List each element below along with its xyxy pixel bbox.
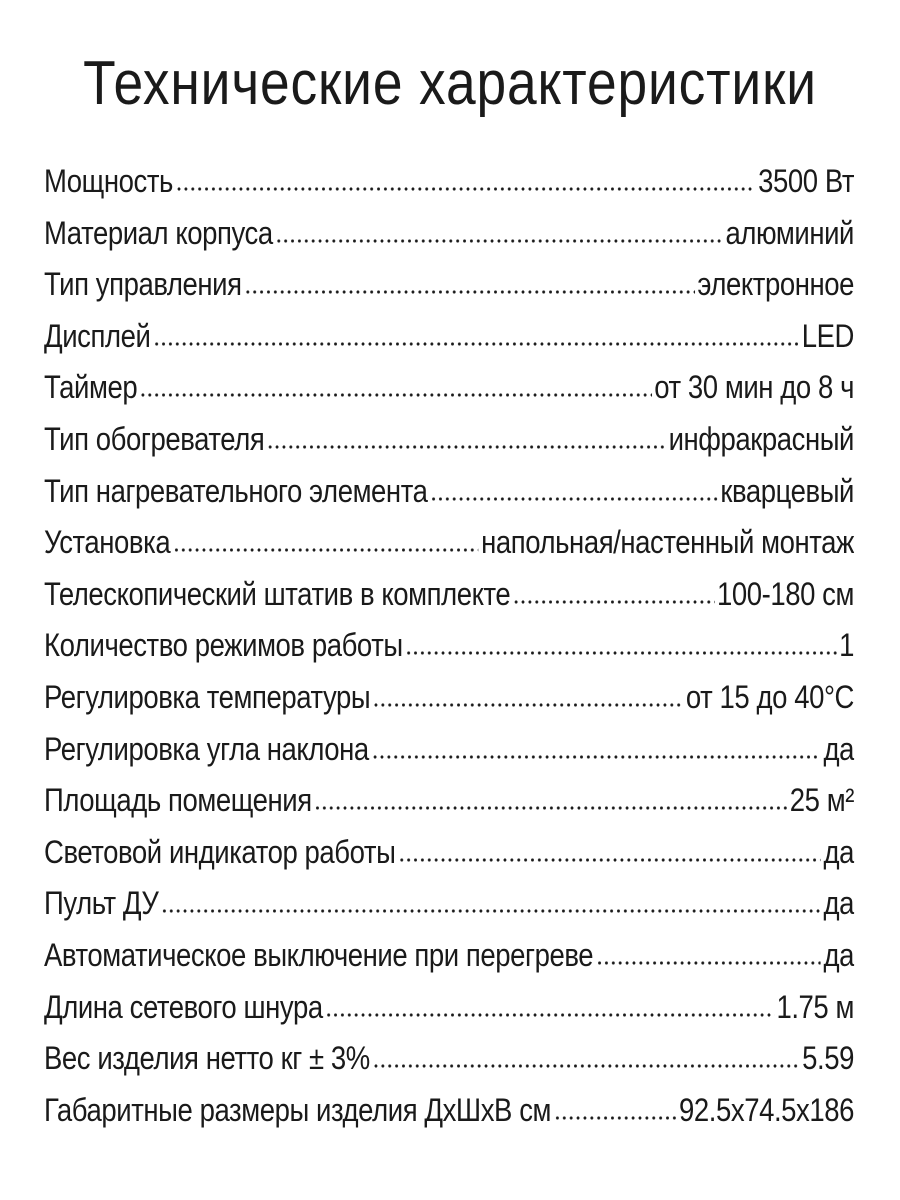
spec-row: [44, 163, 854, 215]
spec-label: Материал корпуса: [44, 214, 273, 251]
spec-label: Регулировка угла наклона: [44, 730, 369, 767]
spec-row: [44, 1092, 854, 1144]
spec-label: Тип обогревателя: [44, 420, 265, 457]
dot-leader: [513, 600, 715, 604]
spec-row: [44, 627, 854, 679]
spec-label: Дисплей: [44, 317, 151, 354]
spec-label: Площадь помещения: [44, 782, 312, 819]
spec-value: да: [823, 730, 854, 767]
dot-leader: [153, 342, 799, 346]
spec-value: 3500 Вт: [758, 163, 854, 199]
spec-row: [44, 266, 854, 318]
dot-leader: [140, 393, 652, 397]
spec-value: электронное: [697, 266, 854, 303]
spec-value: да: [823, 833, 854, 870]
spec-row: [44, 215, 854, 267]
dot-leader: [372, 1064, 799, 1068]
spec-value: 1: [839, 627, 854, 664]
dot-leader: [596, 961, 821, 965]
spec-row: [44, 834, 854, 886]
spec-value: инфракрасный: [668, 420, 854, 457]
spec-row: [44, 782, 854, 834]
spec-value: напольная/настенный монтаж: [481, 524, 854, 561]
dot-leader: [398, 858, 821, 862]
dot-leader: [176, 187, 756, 191]
spec-value: 100-180 см: [716, 575, 854, 612]
spec-label: Таймер: [44, 369, 138, 406]
dot-leader: [405, 651, 836, 655]
spec-row: [44, 1040, 854, 1092]
spec-value: да: [823, 885, 854, 922]
spec-label: Автоматическое выключение при перегреве: [44, 936, 594, 973]
spec-value: алюминий: [725, 214, 854, 251]
spec-label: Телескопический штатив в комплекте: [44, 575, 511, 612]
spec-value: от 30 мин до 8 ч: [654, 369, 854, 406]
spec-row: [44, 421, 854, 473]
spec-label: Количество режимов работы: [44, 627, 403, 664]
dot-leader: [373, 703, 684, 707]
spec-label: Тип нагревательного элемента: [44, 472, 428, 509]
dot-leader: [554, 1116, 677, 1120]
spec-label: Регулировка температуры: [44, 678, 371, 715]
dot-leader: [371, 755, 821, 759]
dot-leader: [173, 548, 479, 552]
spec-row: [44, 369, 854, 421]
page-title: Технические характеристики: [83, 49, 817, 118]
spec-row: [44, 318, 854, 370]
dot-leader: [430, 497, 718, 501]
dot-leader: [161, 909, 821, 913]
dot-leader: [275, 239, 723, 243]
spec-label: Тип управления: [44, 266, 242, 303]
dot-leader: [267, 445, 666, 449]
dot-leader: [314, 806, 787, 810]
spec-label: Габаритные размеры изделия ДхШхВ см: [44, 1091, 552, 1128]
spec-list: [44, 163, 854, 1143]
spec-value: 25 м²: [789, 782, 854, 819]
spec-label: Установка: [44, 524, 171, 561]
spec-row: [44, 885, 854, 937]
spec-label: Пульт ДУ: [44, 885, 159, 922]
spec-value: 92.5х74.5х186: [679, 1091, 854, 1128]
dot-leader: [325, 1013, 774, 1017]
spec-row: [44, 937, 854, 989]
spec-row: [44, 731, 854, 783]
spec-label: Световой индикатор работы: [44, 833, 396, 870]
spec-value: LED: [801, 317, 854, 354]
spec-row: [44, 679, 854, 731]
spec-value: кварцевый: [720, 472, 854, 509]
spec-row: [44, 524, 854, 576]
spec-value: да: [823, 936, 854, 973]
spec-value: 1.75 м: [776, 988, 854, 1025]
spec-row: [44, 989, 854, 1041]
dot-leader: [244, 290, 695, 294]
spec-value: от 15 до 40°С: [685, 678, 854, 715]
spec-row: [44, 473, 854, 525]
spec-label: Мощность: [44, 163, 173, 199]
spec-label: Вес изделия нетто кг ± 3%: [44, 1040, 370, 1077]
spec-label: Длина сетевого шнура: [44, 988, 323, 1025]
spec-value: 5.59: [802, 1040, 854, 1077]
spec-row: [44, 576, 854, 628]
